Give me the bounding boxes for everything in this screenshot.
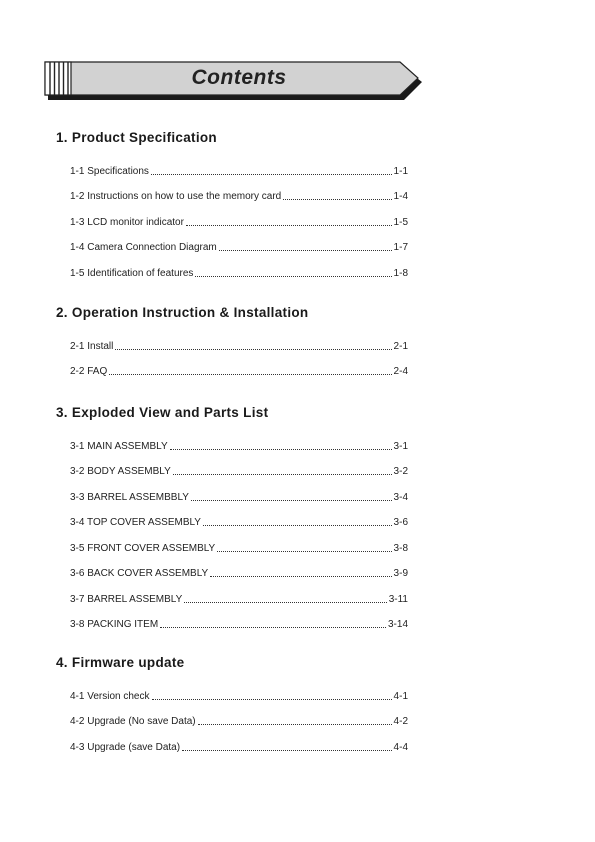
toc-entry[interactable] <box>70 354 408 380</box>
entry-page: 3-1 <box>393 440 408 452</box>
entry-label: 4-1 Version check <box>70 690 150 702</box>
toc-entry[interactable] <box>70 581 408 607</box>
section-title: 4. Firmware update <box>56 655 185 670</box>
entry-label: 3-8 PACKING ITEM <box>70 619 159 630</box>
dot-leader <box>191 499 392 501</box>
dot-leader <box>217 550 391 552</box>
entry-page: 3-6 <box>393 517 408 528</box>
entry-page: 1-8 <box>393 267 408 279</box>
entry-page: 4-2 <box>393 716 408 727</box>
toc-entry[interactable] <box>70 230 408 256</box>
toc-entry[interactable] <box>70 204 408 230</box>
page-title: Contents <box>191 66 287 89</box>
toc-section-3 <box>56 404 416 632</box>
entry-page: 1-1 <box>393 165 408 177</box>
entry-label: 3-1 MAIN ASSEMBLY <box>70 440 168 452</box>
toc-entry[interactable] <box>70 556 408 582</box>
dot-leader <box>283 198 391 200</box>
toc-section-4 <box>56 654 416 755</box>
dot-leader <box>195 275 391 277</box>
entry-label: 1-2 Instructions on how to use the memory card <box>70 191 282 202</box>
dot-leader <box>182 749 391 751</box>
section-title: 1. Product Specification <box>56 130 217 145</box>
toc-entry[interactable] <box>70 255 408 281</box>
entry-label: 2-1 Install <box>70 340 114 352</box>
entry-label: 1-1 Specifications <box>70 165 149 177</box>
entry-page: 4-4 <box>393 741 408 753</box>
entry-label: 3-6 BACK COVER ASSEMBLY <box>70 568 209 579</box>
dot-leader <box>152 698 392 700</box>
toc-entry[interactable] <box>70 729 408 755</box>
entry-label: 3-7 BARREL ASSEMBLY <box>70 593 183 605</box>
entry-page: 3-4 <box>393 491 408 503</box>
dot-leader <box>115 348 391 350</box>
entry-label: 4-3 Upgrade (save Data) <box>70 741 181 753</box>
entry-page: 3-9 <box>393 568 408 579</box>
dot-leader <box>219 249 392 251</box>
entry-label: 1-4 Camera Connection Diagram <box>70 242 217 253</box>
dot-leader <box>170 448 392 450</box>
toc-entry[interactable] <box>70 179 408 205</box>
entry-label: 4-2 Upgrade (No save Data) <box>70 716 196 727</box>
entry-label: 3-4 TOP COVER ASSEMBLY <box>70 517 201 528</box>
entry-page: 1-7 <box>393 242 408 253</box>
entry-label: 3-2 BODY ASSEMBLY <box>70 466 171 477</box>
entry-label: 3-3 BARREL ASSEMBBLY <box>70 491 189 503</box>
entry-page: 2-4 <box>393 366 408 377</box>
entry-label: 3-5 FRONT COVER ASSEMBLY <box>70 542 216 554</box>
toc-entry[interactable] <box>70 530 408 556</box>
toc-entry[interactable] <box>70 454 408 480</box>
entry-page: 3-11 <box>388 593 408 605</box>
dot-leader <box>210 575 391 577</box>
entry-label: 1-5 Identification of features <box>70 267 194 279</box>
dot-leader <box>173 473 392 475</box>
toc-entry[interactable] <box>70 328 408 354</box>
dot-leader <box>198 723 392 725</box>
section-title: 2. Operation Instruction & Installation <box>56 305 309 320</box>
entry-page: 3-2 <box>393 466 408 477</box>
entry-page: 3-14 <box>387 619 408 630</box>
dot-leader <box>203 524 392 526</box>
toc-entry[interactable] <box>70 678 408 704</box>
section-title: 3. Exploded View and Parts List <box>56 405 269 420</box>
toc-section-2 <box>56 304 416 379</box>
entry-page: 1-5 <box>393 216 408 228</box>
toc-section-1 <box>56 129 416 281</box>
dot-leader <box>186 224 392 226</box>
toc-entry[interactable] <box>70 428 408 454</box>
toc-entry[interactable] <box>70 153 408 179</box>
entry-page: 4-1 <box>393 690 408 702</box>
toc-entry[interactable] <box>70 704 408 730</box>
entry-page: 1-4 <box>393 191 408 202</box>
dot-leader <box>151 173 392 175</box>
toc-entry[interactable] <box>70 607 408 633</box>
entry-label: 2-2 FAQ <box>70 366 108 377</box>
entry-page: 3-8 <box>393 542 408 554</box>
contents-banner <box>44 60 424 102</box>
entry-page: 2-1 <box>393 340 408 352</box>
dot-leader <box>160 626 386 628</box>
toc-entry[interactable] <box>70 505 408 531</box>
dot-leader <box>109 373 391 375</box>
dot-leader <box>184 601 386 603</box>
entry-label: 1-3 LCD monitor indicator <box>70 216 184 228</box>
toc-entry[interactable] <box>70 479 408 505</box>
